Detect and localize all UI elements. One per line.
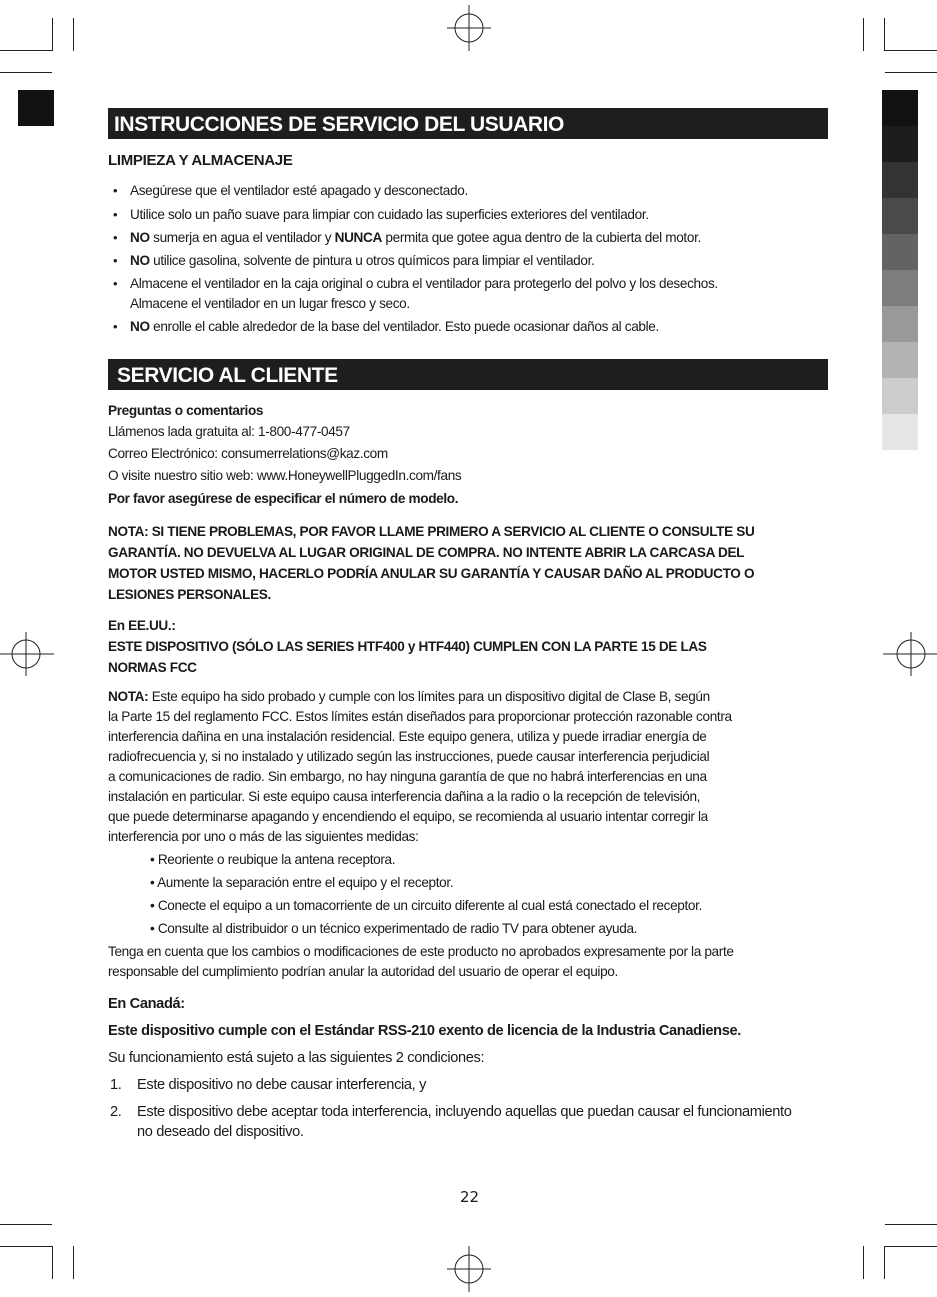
crop-mark	[52, 18, 53, 51]
nota-label: NOTA:	[108, 689, 149, 704]
list-item: NO utilice gasolina, solvente de pintura u otros químicos para limpiar el ventilador.	[130, 253, 595, 268]
bullet: •	[113, 183, 118, 198]
bullet: •	[113, 253, 118, 268]
gray-swatch	[882, 378, 918, 414]
warning-line: NOTA: SI TIENE PROBLEMAS, POR FAVOR LLAME PRIMERO A SERVICIO AL CLIENTE O CONSULTE SU	[108, 524, 755, 539]
bullet: •	[113, 207, 118, 222]
conditions-intro: Su funcionamiento está sujeto a las siguientes 2 condiciones:	[108, 1050, 485, 1066]
condition-number: 1.	[110, 1077, 122, 1093]
fcc-note-line: radiofrecuencia y, si no instalado y utilizado según las instrucciones, puede causar interferencia perjudicial	[108, 749, 710, 764]
gray-swatch	[882, 342, 918, 378]
bullet: •	[113, 230, 118, 245]
crop-mark	[0, 1224, 52, 1225]
crop-mark	[884, 18, 885, 51]
list-item: Almacene el ventilador en la caja original o cubra el ventilador para protegerlo del polvo y los desechos.	[130, 276, 718, 291]
gray-swatch	[882, 234, 918, 270]
fcc-note-line: la Parte 15 del reglamento FCC. Estos límites están diseñados para proporcionar protección razonable contra	[108, 709, 732, 724]
measure-item: • Consulte al distribuidor o un técnico experimentado de radio TV para obtener ayuda.	[150, 921, 638, 936]
crop-mark	[0, 50, 52, 51]
changes-note: Tenga en cuenta que los cambios o modificaciones de este producto no aprobados expresamente por la parte	[108, 944, 734, 959]
condition-text-continuation: no deseado del dispositivo.	[137, 1124, 304, 1140]
section-header-bar	[108, 359, 828, 390]
gray-swatch	[882, 306, 918, 342]
condition-text: Este dispositivo no debe causar interferencia, y	[137, 1077, 427, 1093]
usa-heading: NORMAS FCC	[108, 660, 197, 675]
fcc-note-line: a comunicaciones de radio. Sin embargo, no hay ninguna garantía de que no habrá interferencias en una	[108, 769, 707, 784]
website-line: O visite nuestro sitio web: www.HoneywellPluggedIn.com/fans	[108, 468, 462, 483]
list-item: Asegúrese que el ventilador esté apagado y desconectado.	[130, 183, 468, 198]
crop-mark	[885, 72, 937, 73]
section-title: INSTRUCCIONES DE SERVICIO DEL USUARIO	[114, 113, 564, 136]
warning-line: LESIONES PERSONALES.	[108, 587, 271, 602]
condition-number: 2.	[110, 1104, 122, 1120]
gray-swatch	[882, 270, 918, 306]
gray-swatch	[882, 126, 918, 162]
section-subtitle: LIMPIEZA Y ALMACENAJE	[108, 152, 293, 169]
crop-mark	[885, 1224, 937, 1225]
list-item: Utilice solo un paño suave para limpiar con cuidado las superficies exteriores del ventilador.	[130, 207, 649, 222]
list-item: NO sumerja en agua el ventilador y NUNCA permita que gotee agua dentro de la cubierta del motor.	[130, 230, 701, 245]
warning-line: MOTOR USTED MISMO, HACERLO PODRÍA ANULAR SU GARANTÍA Y CAUSAR DAÑO AL PRODUCTO O	[108, 566, 755, 581]
bullet: •	[113, 276, 118, 291]
gray-swatch	[882, 162, 918, 198]
bullet: •	[113, 319, 118, 334]
measure-item: • Conecte el equipo a un tomacorriente de un circuito diferente al cual está conectado el receptor.	[150, 898, 702, 913]
fcc-note-line: interferencia dañina en una instalación residencial. Este equipo genera, utiliza y puede irradiar energía de	[108, 729, 707, 744]
registration-target-icon	[0, 626, 54, 682]
crop-mark	[52, 1246, 53, 1279]
crop-mark	[73, 18, 74, 51]
crop-mark	[73, 1246, 74, 1279]
crop-mark	[885, 50, 937, 51]
section-title: SERVICIO AL CLIENTE	[117, 364, 338, 387]
registration-target-icon	[883, 626, 937, 682]
emphasis: NO	[130, 230, 150, 245]
changes-note: responsable del cumplimiento podrían anular la autoridad del usuario de operar el equipo.	[108, 964, 618, 979]
gray-swatch	[882, 414, 918, 450]
phone-line: Llámenos lada gratuita al: 1-800-477-0457	[108, 424, 350, 439]
measure-item: • Reoriente o reubique la antena receptora.	[150, 852, 396, 867]
canada-heading: Este dispositivo cumple con el Estándar RSS-210 exento de licencia de la Industria Canadiense.	[108, 1023, 741, 1039]
questions-heading: Preguntas o comentarios	[108, 403, 264, 418]
list-item-continuation: Almacene el ventilador en un lugar fresco y seco.	[130, 296, 410, 311]
warning-line: GARANTÍA. NO DEVUELVA AL LUGAR ORIGINAL DE COMPRA. NO INTENTE ABRIR LA CARCASA DEL	[108, 545, 745, 560]
page-number: 22	[460, 1188, 480, 1206]
email-line: Correo Electrónico: consumerrelations@kaz.com	[108, 446, 388, 461]
fcc-note-line: NOTA: Este equipo ha sido probado y cumple con los límites para un dispositivo digital de Clase B, según	[108, 689, 710, 704]
crop-mark	[863, 18, 864, 51]
gray-swatch	[882, 198, 918, 234]
list-item: NO enrolle el cable alrededor de la base del ventilador. Esto puede ocasionar daños al cable.	[130, 319, 659, 334]
model-number-note: Por favor asegúrese de especificar el número de modelo.	[108, 491, 459, 506]
condition-text: Este dispositivo debe aceptar toda interferencia, incluyendo aquellas que puedan causar el funcionamiento	[137, 1104, 792, 1120]
fcc-note-line: que puede determinarse apagando y encendiendo el equipo, se recomienda al usuario intentar corregir la	[108, 809, 708, 824]
usa-heading: ESTE DISPOSITIVO (SÓLO LAS SERIES HTF400 y HTF440) CUMPLEN CON LA PARTE 15 DE LAS	[108, 639, 707, 654]
canada-label: En Canadá:	[108, 996, 185, 1012]
emphasis: NO	[130, 253, 150, 268]
emphasis: NUNCA	[334, 230, 382, 245]
crop-mark	[0, 1246, 52, 1247]
fcc-note-line: interferencia por uno o más de las siguientes medidas:	[108, 829, 419, 844]
crop-mark	[863, 1246, 864, 1279]
section-header-bar	[108, 108, 828, 139]
emphasis: NO	[130, 319, 150, 334]
usa-label: En EE.UU.:	[108, 618, 176, 633]
crop-mark	[885, 1246, 937, 1247]
fcc-note-line: instalación en particular. Si este equipo causa interferencia dañina a la radio o la recepción de televisión,	[108, 789, 701, 804]
gray-swatch	[882, 90, 918, 126]
measure-item: • Aumente la separación entre el equipo y el receptor.	[150, 875, 454, 890]
registration-target-icon	[441, 5, 497, 51]
black-registration-square	[18, 90, 54, 126]
crop-mark	[0, 72, 52, 73]
registration-target-icon	[441, 1246, 497, 1292]
crop-mark	[884, 1246, 885, 1279]
